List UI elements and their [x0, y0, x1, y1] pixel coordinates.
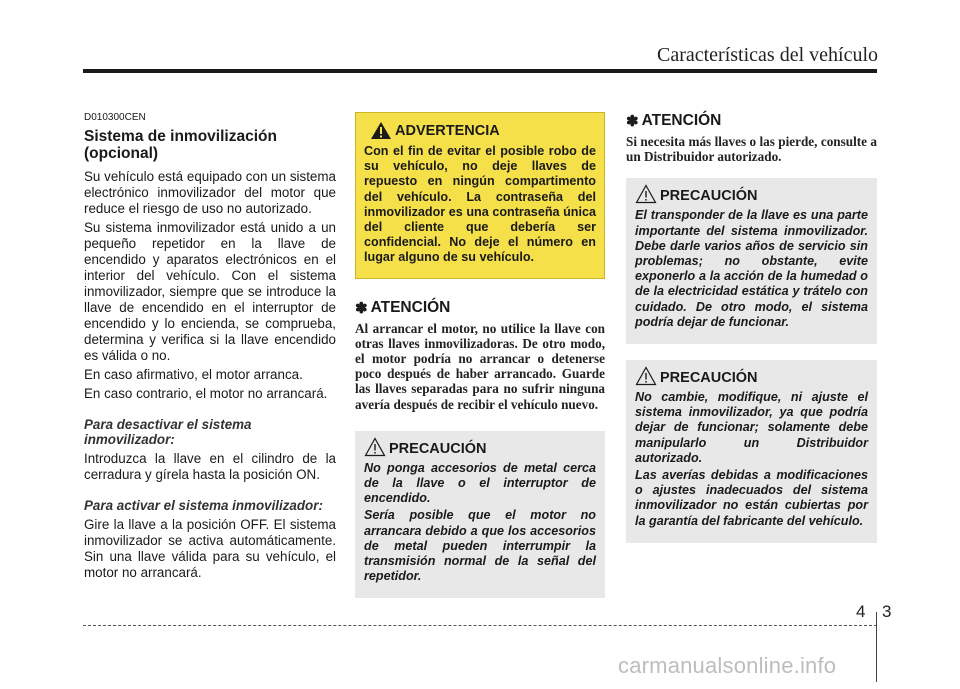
warning-header — [370, 121, 596, 140]
caution-header — [635, 184, 868, 204]
paragraph: Su vehículo está equipado con un sistema electrónico inmovilizador del motor que reduce el riesgo de uso no autorizado. — [84, 169, 336, 216]
warning-triangle-icon — [370, 121, 392, 140]
paragraph: Gire la llave a la posición OFF. El sistema inmovilizador se activa automáticamente. Sin una llave válida para su vehículo, el motor no arrancará. — [84, 517, 336, 580]
left-column — [84, 112, 336, 584]
page-header-title: Características del vehículo — [656, 44, 878, 66]
page-number: 3 — [882, 602, 892, 621]
watermark-text: carmanualsonline.info — [618, 653, 837, 678]
caution-header — [635, 366, 868, 386]
caution-title: PRECAUCIÓN — [660, 370, 758, 387]
caution-box — [355, 431, 605, 599]
caution-box-transponder — [626, 178, 877, 344]
caution-triangle-icon — [635, 184, 657, 204]
attention-heading — [626, 112, 877, 130]
paragraph: En caso contrario, el motor no arrancará. — [84, 386, 328, 401]
caution-text: El transponder de la llave es una parte importante del sistema inmovilizador. Debe darle varios años de servicio sin problemas; no obstante, evite exponerlo a la acción de la humedad o de la electricidad estática y trátelo con cuidado. De otro modo, el sistema podría dejar de funcionar. — [635, 208, 868, 329]
attention-heading — [355, 299, 605, 317]
header-rule — [83, 69, 877, 73]
right-column — [626, 112, 877, 543]
warning-title: ADVERTENCIA — [395, 122, 500, 139]
caution-title: PRECAUCIÓN — [660, 188, 758, 205]
warning-text: Con el fin de evitar el posible robo de su vehículo, no deje llaves de repuesto en ningún compartimento del vehículo. La contraseña del inmovilizador es una contraseña única del cliente que debería ser confidencial. No deje el número en lugar alguno de su vehículo. — [364, 144, 596, 265]
asterisk-icon: ✽ — [355, 299, 368, 317]
caution-text: No ponga accesorios de metal cerca de la llave o el interruptor de encendido. — [364, 460, 596, 506]
paragraph: Su sistema inmovilizador está unido a un pequeño repetidor en la llave de encendido y aparatos electrónicos en el interior del vehículo. Con el sistema inmovilizador, siempre que se introduce la llave de encendido en el interruptor de encendido y lo encienda, se comprueba, determina y verifica si la llave encendido es válida o no. — [84, 220, 336, 363]
paragraph: En caso afirmativo, el motor arranca. — [84, 367, 303, 382]
footer-rule — [83, 625, 877, 626]
attention-text: Al arrancar el motor, no utilice la llave con otras llaves inmovilizadoras. De otro modo, el motor podría no arrancar o detenerse poco después de haber arrancado. Guarde las llaves separadas para no sufrir ninguna avería después de recibir el vehículo nuevo. — [355, 320, 605, 412]
section-title: Sistema de inmovilización (opcional) — [84, 128, 277, 162]
caution-triangle-icon — [364, 437, 386, 457]
warning-box — [355, 112, 605, 279]
page-number-divider — [876, 612, 877, 682]
paragraph: Introduzca la llave en el cilindro de la cerradura y gírela hasta la posición ON. — [84, 451, 336, 482]
chapter-number: 4 — [856, 602, 866, 621]
section-code: D010300CEN — [84, 112, 146, 123]
caution-text: Sería posible que el motor no arrancara debido a que los accesorios de metal pueden interrumpir la transmisión normal de la señal del repetidor. — [364, 508, 596, 584]
caution-text: Las averías debidas a modificaciones o ajustes inadecuados del sistema inmovilizador no están cubiertas por la garantía del fabricante del vehículo. — [635, 468, 868, 528]
caution-title: PRECAUCIÓN — [389, 440, 487, 457]
attention-title: ATENCIÓN — [641, 112, 722, 129]
attention-title: ATENCIÓN — [370, 298, 451, 316]
asterisk-icon: ✽ — [626, 113, 639, 130]
caution-text: No cambie, modifique, ni ajuste el sistema inmovilizador, ya que podría dejar de funcionar; solamente debe manipularlo un Distribuidor autorizado. — [635, 390, 868, 465]
subheading-activate: Para activar el sistema inmovilizador: — [84, 498, 323, 513]
caution-box-modification — [626, 360, 877, 543]
middle-column — [355, 112, 605, 598]
attention-text: Si necesita más llaves o las pierde, consulte a un Distribuidor autorizado. — [626, 134, 877, 165]
caution-header — [364, 437, 596, 457]
caution-triangle-icon — [635, 366, 657, 386]
subheading-deactivate: Para desactivar el sistema inmovilizador: — [84, 417, 252, 447]
